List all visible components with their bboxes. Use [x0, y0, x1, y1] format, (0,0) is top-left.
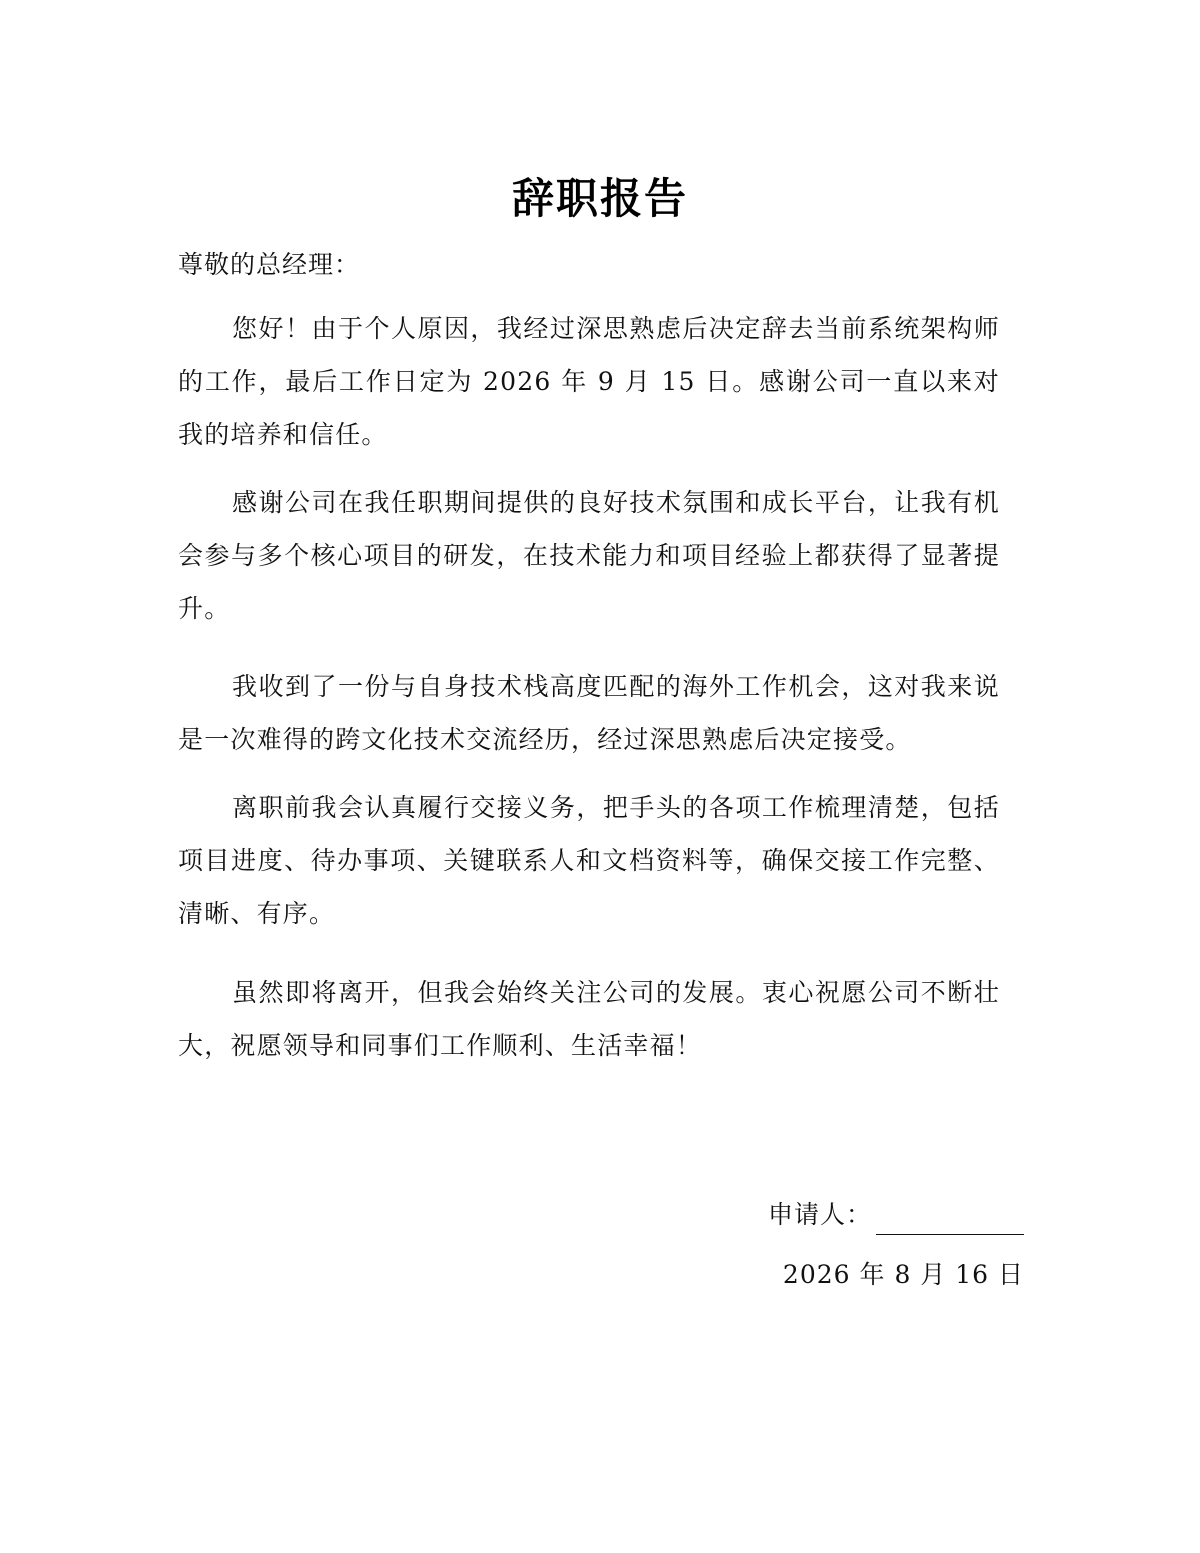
salutation: 尊敬的总经理： [178, 250, 361, 279]
signature-label: 申请人： [767, 1200, 872, 1229]
paragraph-resignation-statement: 您好！由于个人原因，我经过深思熟虑后决定辞去当前系统架构师的工作，最后工作日定为 2026 年 9 月 15 日。感谢公司一直以来对我的培养和信任。 [178, 314, 1000, 449]
paragraph-gratitude: 感谢公司在我任职期间提供的良好技术氛围和成长平台，让我有机会参与多个核心项目的研发，在技术能力和项目经验上都获得了显著提升。 [178, 488, 1000, 623]
paragraph-handover: 离职前我会认真履行交接义务，把手头的各项工作梳理清楚，包括项目进度、待办事项、关键联系人和文档资料等，确保交接工作完整、清晰、有序。 [178, 793, 1000, 928]
document-title: 辞职报告 [511, 174, 688, 224]
paragraph-reason: 我收到了一份与自身技术栈高度匹配的海外工作机会，这对我来说是一次难得的跨文化技术交流经历，经过深思熟虑后决定接受。 [178, 672, 1000, 754]
document-date: 2026 年 8 月 16 日 [782, 1260, 1024, 1289]
signature-block [768, 1195, 1024, 1235]
paragraph-closing-wishes: 虽然即将离开，但我会始终关注公司的发展。衷心祝愿公司不断壮大，祝愿领导和同事们工作顺利、生活幸福！ [178, 978, 1000, 1060]
signature-line [876, 1204, 1024, 1235]
